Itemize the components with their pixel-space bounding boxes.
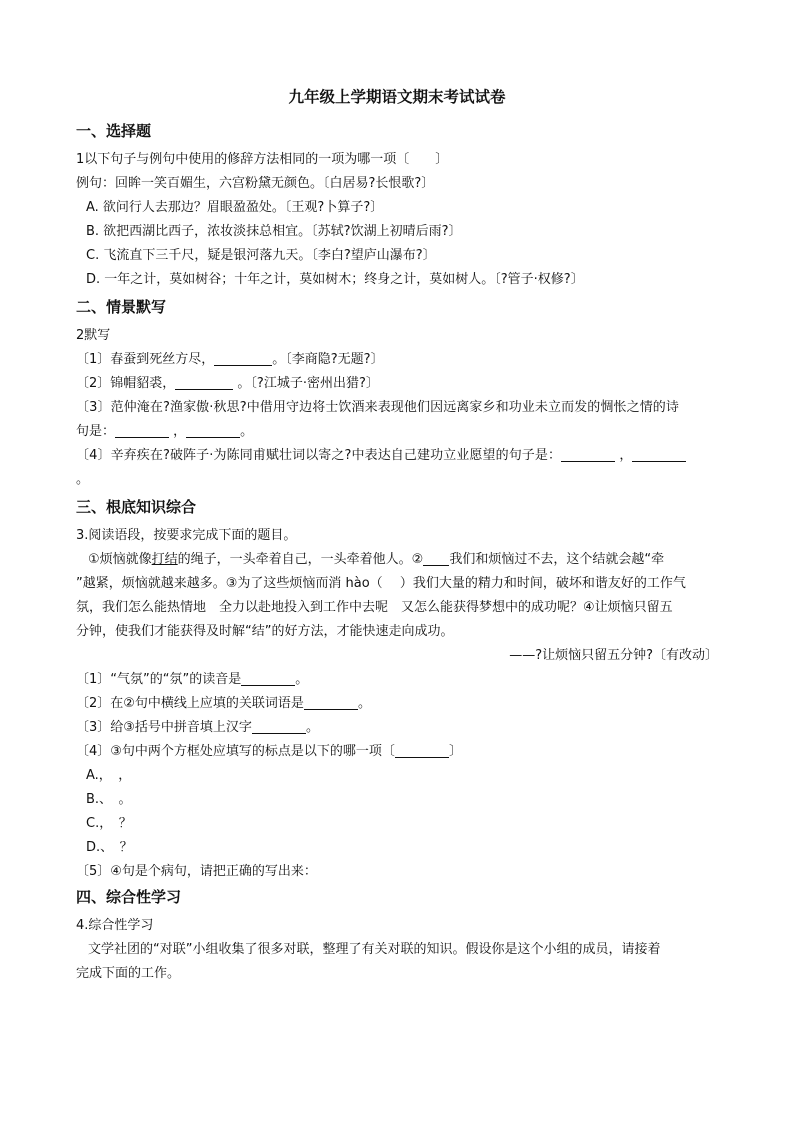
option-d: D. 一年之计，莫如树谷；十年之计，莫如树木；终身之计，莫如树人。〔?管子·权修?〕 xyxy=(86,272,584,287)
subquestion-end: 。 xyxy=(357,696,371,711)
question-2: 2默写 xyxy=(76,328,111,343)
page-title: 九年级上学期语文期末考试试卷 xyxy=(288,88,506,106)
question-1-example: 例句：回眸一笑百媚生，六宫粉黛无颜色。〔白居易?长恨歌?〕 xyxy=(76,176,435,191)
underlined-word: 打结 xyxy=(151,552,178,567)
passage-text: ①烦恼就像 xyxy=(88,552,152,567)
answer-blank[interactable] xyxy=(252,717,306,734)
section-heading-comprehensive: 四、综合性学习 xyxy=(76,888,182,906)
subquestion-text: 〔4〕③句中两个方框处应填写的标点是以下的哪一项〔 xyxy=(76,744,395,759)
answer-blank[interactable] xyxy=(395,741,449,758)
answer-blank[interactable] xyxy=(175,373,233,390)
answer-blank[interactable] xyxy=(632,445,686,462)
section-heading-choice: 一、选择题 xyxy=(76,122,152,140)
passage-line-4: 分钟，使我们才能获得及时解“结”的好方法，才能快速走向成功。 xyxy=(76,624,454,639)
sub-option-c: C.， ？ xyxy=(86,816,132,831)
dictation-line-3: 〔3〕范仲淹在?渔家傲·秋思?中借用守边将士饮酒来表现他们因远离家乡和功业未立而发的惆怅之情的诗 xyxy=(76,400,680,415)
subquestion-4 xyxy=(76,740,718,764)
subquestion-1 xyxy=(76,668,718,692)
subquestion-end: 。 xyxy=(305,720,319,735)
section-heading-dictation: 二、情景默写 xyxy=(76,298,167,316)
section-heading-basics: 三、根底知识综合 xyxy=(76,498,197,516)
passage-text: 的绳子，一头牵着自己，一头牵着他人。② xyxy=(177,552,424,567)
passage-line-1 xyxy=(76,548,718,572)
answer-blank[interactable] xyxy=(241,669,295,686)
passage-text: 我们和烦恼过不去，这个结就会越“牵 xyxy=(449,552,665,567)
option-c: C. 飞流直下三千尺，疑是银河落九天。〔李白?望庐山瀑布?〕 xyxy=(86,248,436,263)
subquestion-text: 〔3〕给③括号中拼音填上汉字 xyxy=(76,720,252,735)
dictation-4-comma: ， xyxy=(615,448,633,463)
answer-blank[interactable] xyxy=(115,421,169,438)
passage-line-3: 氛，我们怎么能热情地 全力以赴地投入到工作中去呢 又怎么能获得梦想中的成功呢？④让烦恼只留五 xyxy=(76,600,673,615)
subquestion-2 xyxy=(76,692,718,716)
subquestion-text: 〔1〕“气氛”的“氛”的读音是 xyxy=(76,672,242,687)
sub-option-b: B.、 。 xyxy=(86,792,132,807)
dictation-line-4 xyxy=(76,444,718,468)
sub-option-a: A.， ， xyxy=(86,768,132,783)
dictation-2-source: 。〔?江城子·密州出猎?〕 xyxy=(233,376,379,391)
question-4-text-2: 完成下面的工作。 xyxy=(76,966,181,981)
question-3: 3.阅读语段，按要求完成下面的题目。 xyxy=(76,528,297,543)
dictation-3-text: 句是： xyxy=(76,424,116,439)
dictation-3-end: 。 xyxy=(240,424,254,439)
dictation-line-4-end: 。 xyxy=(76,472,90,487)
subquestion-text: 〔2〕在②句中横线上应填的关联词语是 xyxy=(76,696,304,711)
sub-option-d: D.、 ？ xyxy=(86,840,133,855)
dictation-4-text: 〔4〕辛弃疾在?破阵子·为陈同甫赋壮词以寄之?中表达自己建功立业愿望的句子是： xyxy=(76,448,562,463)
subquestion-end: 。 xyxy=(295,672,309,687)
answer-blank[interactable] xyxy=(423,549,449,566)
dictation-line-1 xyxy=(76,348,718,372)
question-4-text-1: 文学社团的“对联”小组收集了很多对联，整理了有关对联的知识。假设你是这个小组的成员，请接着 xyxy=(88,942,661,957)
dictation-1-source: 。〔李商隐?无题?〕 xyxy=(272,352,384,367)
answer-blank[interactable] xyxy=(561,445,615,462)
subquestion-5: 〔5〕④句是个病句，请把正确的写出来： xyxy=(76,864,317,879)
dictation-line-3-cont xyxy=(76,420,718,444)
answer-blank[interactable] xyxy=(304,693,358,710)
answer-blank[interactable] xyxy=(186,421,240,438)
option-b: B. 欲把西湖比西子，浓妆淡抹总相宜。〔苏轼?饮湖上初晴后雨?〕 xyxy=(86,224,462,239)
dictation-2-text: 〔2〕锦帽貂裘， xyxy=(76,376,176,391)
subquestion-3 xyxy=(76,716,718,740)
dictation-3-comma: ， xyxy=(169,424,187,439)
option-a: A. 欲问行人去那边？眉眼盈盈处。〔王观?卜算子?〕 xyxy=(86,200,384,215)
question-4: 4.综合性学习 xyxy=(76,918,154,933)
dictation-1-text: 〔1〕春蚕到死丝方尽， xyxy=(76,352,215,367)
passage-line-2: ”越紧，烦恼就越来越多。③为了这些烦恼而消 hào（ ）我们大量的精力和时间，破坏和谐友好的工作气 xyxy=(76,576,686,591)
passage-source: ——?让烦恼只留五分钟?〔有改动〕 xyxy=(509,648,718,663)
dictation-line-2 xyxy=(76,372,718,396)
answer-blank[interactable] xyxy=(214,349,272,366)
question-1: 1以下句子与例句中使用的修辞方法相同的一项为哪一项〔 〕 xyxy=(76,152,449,167)
subquestion-end: 〕 xyxy=(448,744,462,759)
